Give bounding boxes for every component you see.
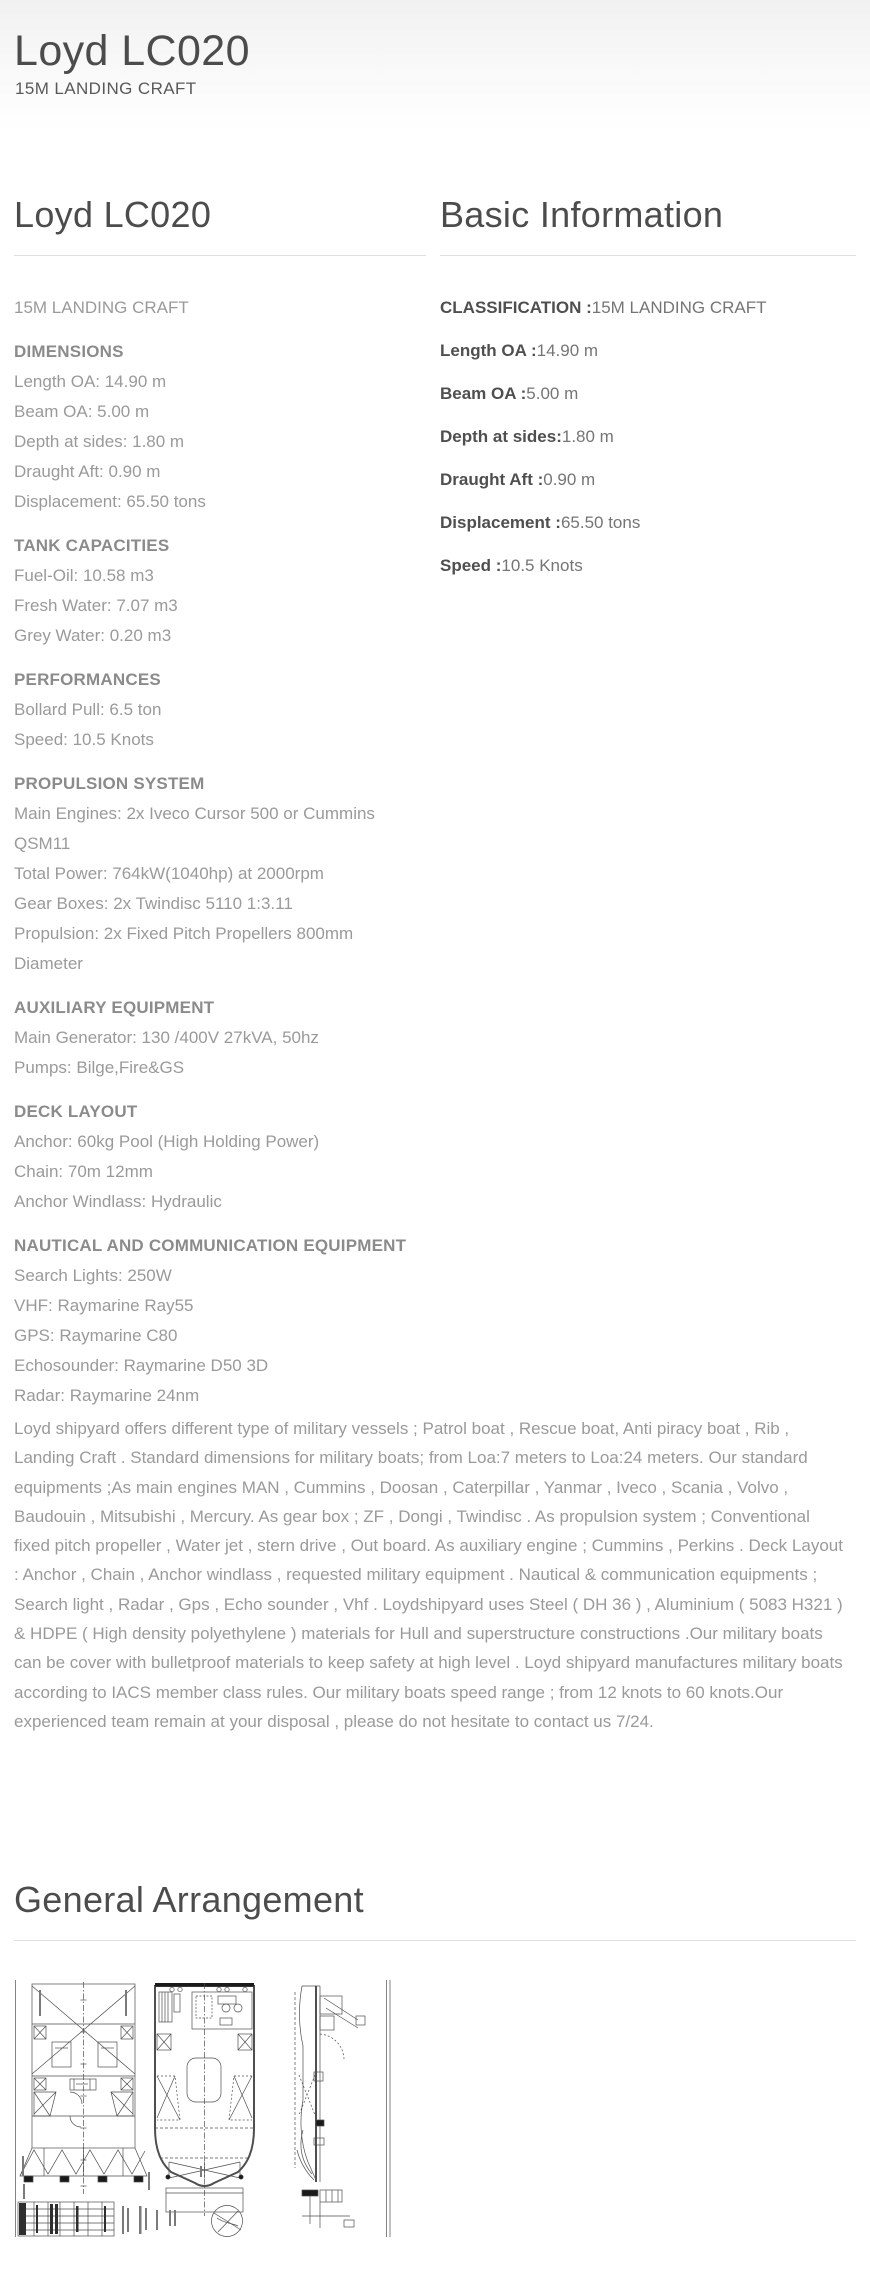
spec-line: Depth at sides: 1.80 m [14, 432, 185, 451]
info-value: 1.80 m [561, 427, 614, 446]
overview-heading: Loyd LC020 [14, 194, 212, 235]
info-label: Speed : [440, 556, 502, 575]
info-label: Beam OA : [440, 384, 527, 403]
title-block [18, 2202, 114, 2236]
section-title: DECK LAYOUT [14, 1102, 138, 1121]
ship-general-arrangement-svg [14, 1980, 392, 2240]
info-label: Depth at sides: [440, 427, 562, 446]
section-title: PROPULSION SYSTEM [14, 774, 205, 793]
spec-line: Length OA: 14.90 m [14, 372, 167, 391]
spec-line: Fuel-Oil: 10.58 m3 [14, 566, 154, 585]
spec-line: Speed: 10.5 Knots [14, 730, 154, 749]
basic-info-list [440, 293, 856, 580]
basic-info-column [440, 193, 856, 594]
spec-line: Grey Water: 0.20 m3 [14, 626, 172, 645]
spec-line: Pumps: Bilge,Fire&GS [14, 1058, 185, 1077]
overview-divider [14, 255, 426, 256]
info-value: 0.90 m [543, 470, 596, 489]
general-arrangement-section [14, 1878, 856, 2240]
info-row [440, 465, 856, 494]
spec-sections [14, 337, 426, 1411]
info-row [440, 379, 856, 408]
spec-line: Draught Aft: 0.90 m [14, 462, 161, 481]
info-label: Length OA : [440, 341, 537, 360]
spec-line: Echosounder: Raymarine D50 3D [14, 1356, 269, 1375]
overview-column [14, 193, 426, 1411]
info-row [440, 422, 856, 451]
section-title: NAUTICAL AND COMMUNICATION EQUIPMENT [14, 1236, 407, 1255]
section-title: AUXILIARY EQUIPMENT [14, 998, 215, 1017]
section-title: DIMENSIONS [14, 342, 124, 361]
shipyard-description: Loyd shipyard offers different type of military vessels ; Patrol boat , Rescue boat, Anti piracy boat , Rib , Landing Craft . Standard dimensions for military boats; from Loa:7 meters to Loa:24 meters. Our standard equipments ;As main engines MAN , Cummins , Doosan , Caterpillar , Yanmar , Iveco , Scania , Volvo , Baudouin , Mitsubishi , Mercury. As gear box ; ZF , Dongi , Twindisc . As propulsion system ; Conventional fixed pitch propeller , Water jet , stern drive , Out board. As auxiliary engine ; Cummins , Perkins . Deck Layout : Anchor , Chain , Anchor windlass , requested military equipment . Nautical & communication equipments ; Search light , Radar , Gps , Echo sounder , Vhf . Loydshipyard uses Steel ( DH 36 ) , Aluminium ( 5083 H321 ) & HDPE ( High density polyethylene ) materials for Hull and superstructure constructions .Our military boats can be cover with bulletproof materials to keep safety at high level . Loyd shipyard manufactures military boats according to IACS member class rules. Our military boats speed range ; from 12 knots to 60 knots.Our experienced team remain at your disposal , please do not hesitate to contact us 7/24. [14, 1419, 843, 1731]
info-value: 14.90 m [536, 341, 599, 360]
spec-line: Fresh Water: 7.07 m3 [14, 596, 178, 615]
spec-line: GPS: Raymarine C80 [14, 1326, 178, 1345]
general-arrangement-divider [14, 1940, 856, 1941]
main-deck-plan-view [155, 1983, 254, 2216]
info-label: Displacement : [440, 513, 561, 532]
info-row [440, 293, 856, 322]
profile-view [295, 1986, 365, 2228]
general-arrangement-heading: General Arrangement [14, 1879, 364, 1920]
spec-line: Radar: Raymarine 24nm [14, 1386, 200, 1405]
info-row [440, 551, 856, 580]
overview-intro: 15M LANDING CRAFT [14, 298, 189, 317]
page-header [0, 0, 870, 132]
info-value: 15M LANDING CRAFT [591, 298, 767, 317]
general-arrangement-drawing[interactable] [14, 1980, 392, 2240]
spec-line: Anchor: 60kg Pool (High Holding Power) [14, 1132, 320, 1151]
spec-line: Gear Boxes: 2x Twindisc 5110 1:3.11 [14, 894, 293, 913]
section-title: PERFORMANCES [14, 670, 161, 689]
basic-info-heading: Basic Information [440, 194, 724, 235]
spec-line: Bollard Pull: 6.5 ton [14, 700, 162, 719]
info-label: CLASSIFICATION : [440, 298, 592, 317]
spec-line: Anchor Windlass: Hydraulic [14, 1192, 222, 1211]
spec-line: Propulsion: 2x Fixed Pitch Propellers 800mm Diameter [14, 924, 354, 973]
compass-circle [212, 2206, 243, 2237]
spec-line: Displacement: 65.50 tons [14, 492, 206, 511]
page-subtitle: 15M LANDING CRAFT [15, 79, 197, 98]
spec-line: VHF: Raymarine Ray55 [14, 1296, 194, 1315]
info-row [440, 336, 856, 365]
spec-line: Total Power: 764kW(1040hp) at 2000rpm [14, 864, 324, 883]
section-title: TANK CAPACITIES [14, 536, 170, 555]
drawing-label-marks [22, 1990, 202, 2234]
spec-line: Search Lights: 250W [14, 1266, 172, 1285]
spec-line: Chain: 70m 12mm [14, 1162, 153, 1181]
info-label: Draught Aft : [440, 470, 544, 489]
info-value: 10.5 Knots [501, 556, 583, 575]
info-row [440, 508, 856, 537]
spec-line: Beam OA: 5.00 m [14, 402, 150, 421]
basic-info-divider [440, 255, 856, 256]
info-value: 65.50 tons [560, 513, 641, 532]
info-value: 5.00 m [526, 384, 579, 403]
spec-line: Main Engines: 2x Iveco Cursor 500 or Cummins QSM11 [14, 804, 375, 853]
page-title: Loyd LC020 [14, 27, 250, 75]
spec-line: Main Generator: 130 /400V 27kVA, 50hz [14, 1028, 319, 1047]
